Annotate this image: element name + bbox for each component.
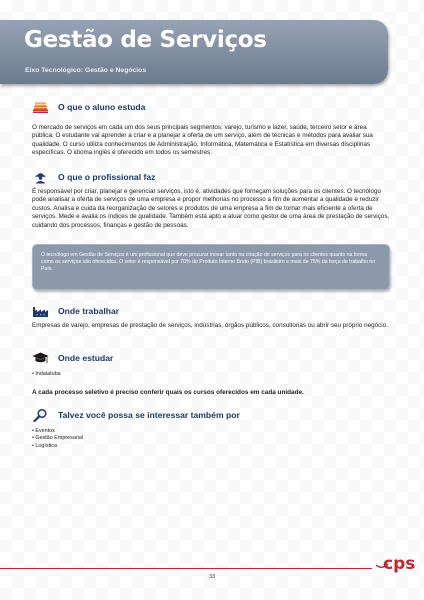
section-title-profissional: O que o profissional faz bbox=[58, 172, 156, 182]
highlight-callout bbox=[32, 244, 390, 290]
list-item: • Indaiatuba bbox=[32, 371, 61, 378]
logo-text: cps bbox=[383, 554, 416, 574]
section-text-profissional: É responsável por criar, planejar e gerenciar serviços, isto é, atividades que forneçam soluções para os clientes. O tecnólogo pode analisar a oferta de serviços de uma empresa e propor melhorias no processo a fim de aumentar a qualidade e reduzir custos. Analisa e cuida da reorganização de setores e produtos de uma empresa a fim de tornar mais eficiente a oferta de serviços. Mede e avalia os índices de qualidade. Também está apto a atuar como gestor de uma área de prestação de serviços, cuidando dos processos, finanças e gestão de pessoas. bbox=[32, 188, 390, 229]
section-title-aluno: O que o aluno estuda bbox=[58, 102, 146, 112]
section-heading-trabalhar bbox=[32, 304, 119, 318]
books-icon bbox=[32, 100, 49, 114]
section-title-estudar: Onde estudar bbox=[58, 353, 114, 363]
section-text-trabalhar: Empresas de varejo, empresas de prestação de serviços, indústrias, órgãos públicos, consultorias ou abrir seu próprio negócio. bbox=[32, 322, 388, 329]
list-item: • Gestão Empresarial bbox=[32, 435, 83, 442]
worker-icon bbox=[32, 170, 49, 184]
title-banner bbox=[0, 20, 388, 84]
list-item: • Logística bbox=[32, 443, 83, 450]
graduation-cap-icon bbox=[32, 351, 49, 365]
footer-divider bbox=[0, 568, 372, 569]
page-number: 33 bbox=[209, 574, 215, 580]
magnifier-icon bbox=[32, 408, 49, 422]
section-heading-aluno bbox=[32, 100, 145, 114]
factory-icon bbox=[32, 304, 49, 318]
section-heading-profissional bbox=[32, 170, 155, 184]
selection-note: A cada processo seletivo é preciso conferir quais os cursos oferecidos em cada unidade. bbox=[32, 389, 304, 396]
list-item: • Eventos bbox=[32, 428, 83, 435]
page-title: Gestão de Serviços bbox=[24, 27, 267, 53]
section-title-trabalhar: Onde trabalhar bbox=[58, 306, 120, 316]
callout-text: O tecnólogo em Gestão de Serviços é um profissional que deve procurar inovar tanto na criação de serviços para os clientes quanto na forma como os serviços são oferecidos. O setor é responsável por 70% do Produto Interno Bruto (PIB) brasileiro e mais de 75% da força de trabalho no País. bbox=[41, 252, 376, 273]
study-location-list bbox=[32, 371, 61, 378]
section-title-interesse: Talvez você possa se interessar também por bbox=[58, 410, 240, 420]
page-subtitle: Eixo Tecnológico: Gestão e Negócios bbox=[25, 67, 147, 74]
related-courses-list bbox=[32, 428, 83, 450]
section-text-aluno: O mercado de serviços em cada um dos seus principais segmentos: varejo, turismo e lazer, saúde, terceiro setor e área pública. O estudante vai aprender a criar e a planejar a oferta de um serviço, além de técnicas e métodos para avaliar sua qualidade. O curso utiliza conhecimentos de Administração, Informática, Matemática e Estatística em diversas disciplinas específicas. O idioma inglês é oferecido em todos os semestres. bbox=[32, 124, 373, 157]
cps-logo bbox=[374, 548, 420, 576]
section-heading-estudar bbox=[32, 351, 113, 365]
section-heading-interesse bbox=[32, 408, 240, 422]
